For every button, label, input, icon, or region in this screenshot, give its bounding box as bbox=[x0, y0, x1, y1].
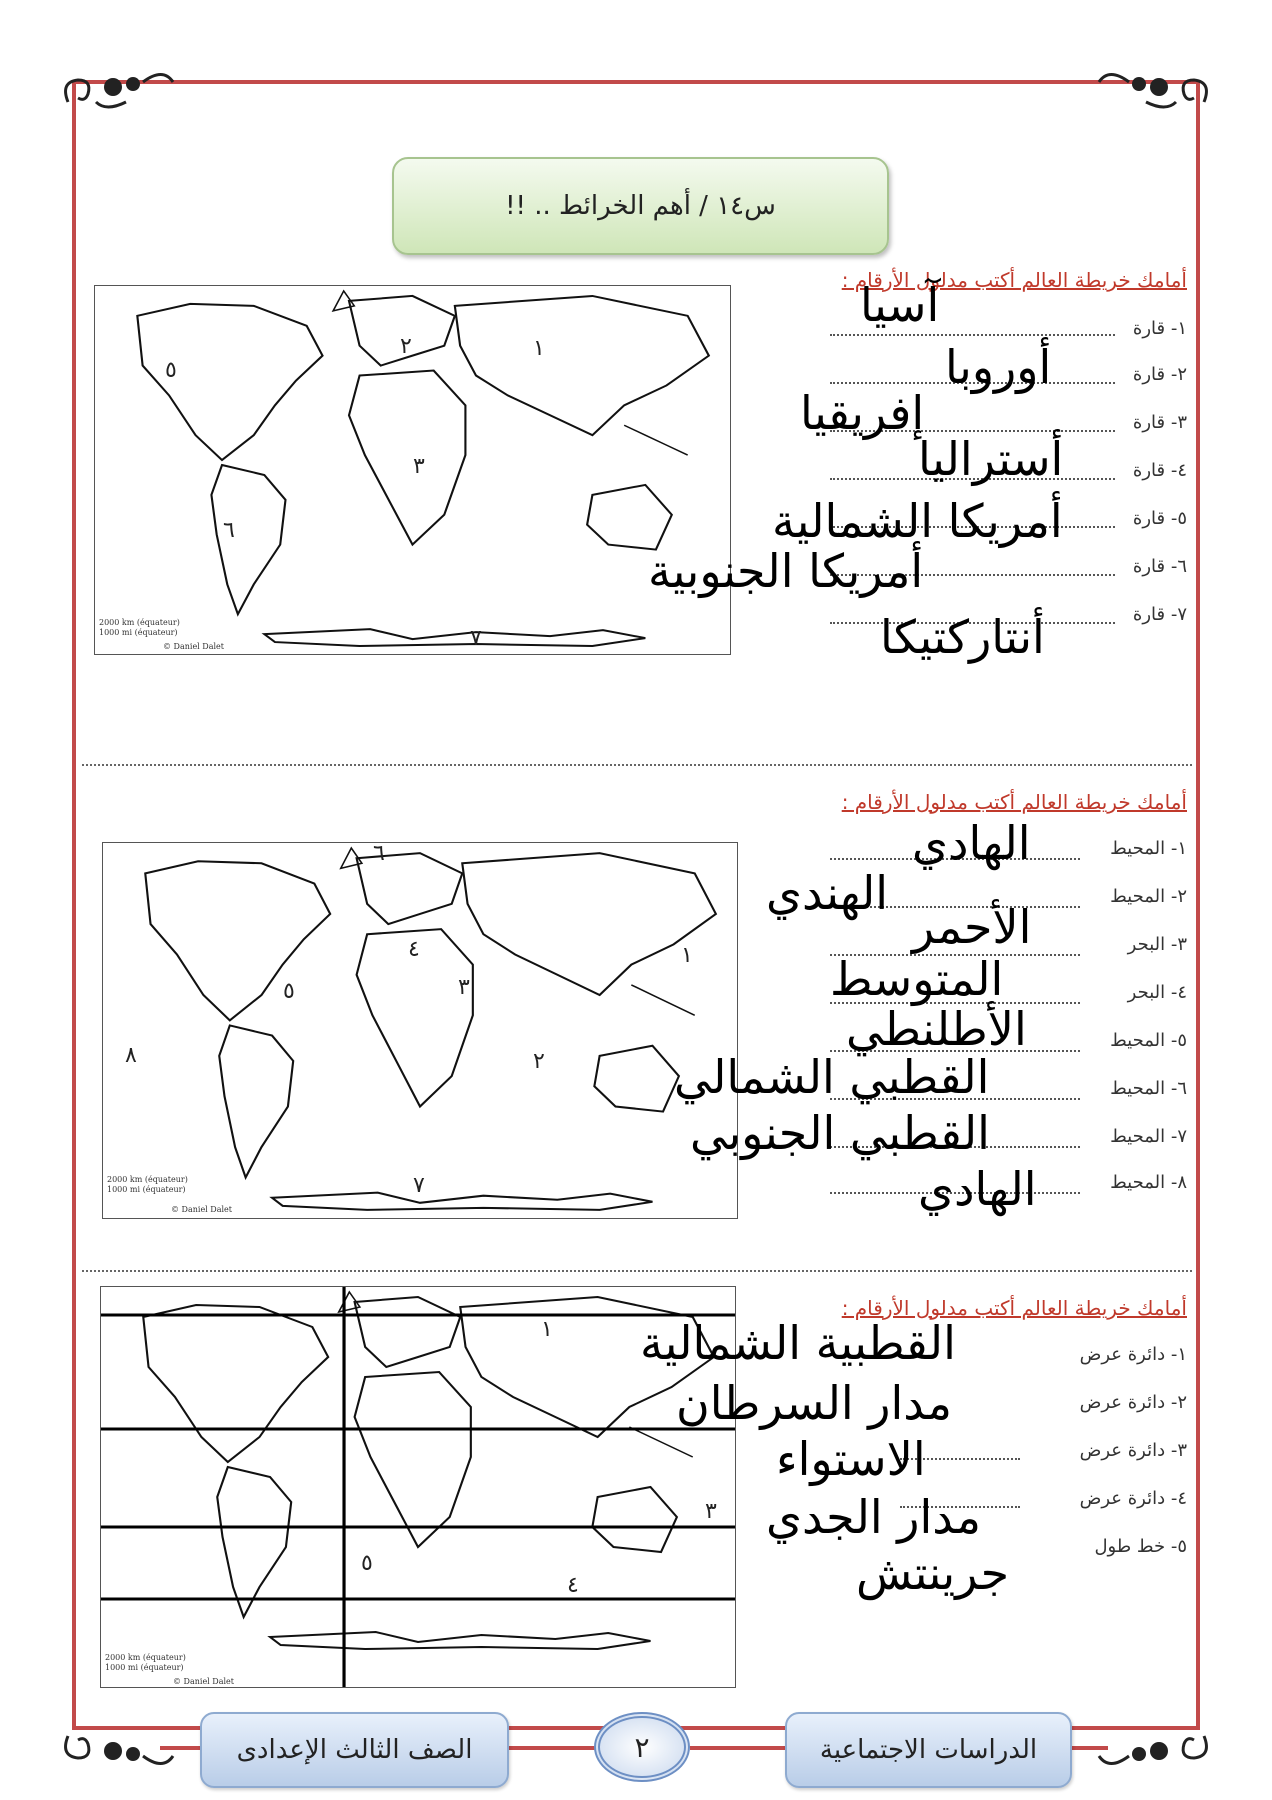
row-label: ٦- قارة bbox=[1132, 556, 1187, 577]
map-number: ٥ bbox=[165, 358, 177, 383]
answer: الهندي bbox=[766, 866, 889, 920]
answer: الاستواء bbox=[776, 1432, 926, 1486]
section-2-instruction: أمامك خريطة العالم أكتب مدلول الأرقام : bbox=[841, 790, 1187, 814]
row-label: ٢- المحيط bbox=[1110, 886, 1187, 907]
row-label: ١- دائرة عرض bbox=[1079, 1344, 1187, 1365]
map-number: ٣ bbox=[413, 454, 425, 479]
scale-mi: 1000 mi (équateur) bbox=[107, 1185, 186, 1195]
map-number: ٦ bbox=[373, 842, 385, 866]
footer-line bbox=[1068, 1746, 1108, 1750]
ornament-top-right-icon bbox=[1094, 62, 1214, 122]
map-scale bbox=[99, 618, 180, 639]
answer: إفريقيا bbox=[800, 386, 925, 440]
row-label: ٣- دائرة عرض bbox=[1079, 1440, 1187, 1461]
scale-mi: 1000 mi (équateur) bbox=[99, 628, 178, 638]
row-label: ٢- دائرة عرض bbox=[1079, 1392, 1187, 1413]
map-number: ٨ bbox=[125, 1043, 137, 1068]
answer: الأحمر bbox=[912, 900, 1032, 954]
row-label: ١- قارة bbox=[1132, 318, 1187, 339]
page-number: ٢ bbox=[594, 1712, 690, 1782]
row-label: ٥- قارة bbox=[1132, 508, 1187, 529]
map-number: ٢ bbox=[533, 1049, 545, 1074]
map-number: ٤ bbox=[567, 1573, 579, 1598]
answer: أمريكا الشمالية bbox=[772, 494, 1063, 548]
map-number: ١ bbox=[681, 943, 693, 968]
question-title: س١٤ / أهم الخرائط .. !! bbox=[392, 157, 889, 255]
map-scale bbox=[105, 1653, 186, 1674]
row-label: ٦- المحيط bbox=[1110, 1078, 1187, 1099]
answer: آسيا bbox=[860, 278, 940, 332]
answer: أوروبا bbox=[945, 340, 1052, 394]
map-number: ٣ bbox=[458, 975, 470, 1000]
map-number: ٧ bbox=[413, 1173, 425, 1198]
answer: القطبي الجنوبي bbox=[690, 1106, 990, 1160]
map-credit: © Daniel Dalet bbox=[163, 642, 224, 651]
row-label: ٥- المحيط bbox=[1110, 1030, 1187, 1051]
row-label: ٧- قارة bbox=[1132, 604, 1187, 625]
section-divider bbox=[82, 1270, 1192, 1272]
row-label: ٧- المحيط bbox=[1110, 1126, 1187, 1147]
ornament-bottom-right-icon bbox=[1094, 1716, 1214, 1776]
answer: أستراليا bbox=[918, 432, 1064, 486]
row-label: ٨- المحيط bbox=[1110, 1172, 1187, 1193]
map-credit: © Daniel Dalet bbox=[171, 1205, 232, 1214]
footer-grade: الصف الثالث الإعدادى bbox=[200, 1712, 509, 1788]
map-number: ١ bbox=[533, 336, 545, 361]
answer: جرينتش bbox=[856, 1546, 1010, 1600]
footer-line bbox=[505, 1746, 600, 1750]
answer: القطبية الشمالية bbox=[640, 1316, 956, 1370]
answer: القطبي الشمالي bbox=[674, 1050, 990, 1104]
map-number: ٤ bbox=[408, 937, 420, 962]
section-3-instruction: أمامك خريطة العالم أكتب مدلول الأرقام : bbox=[841, 1296, 1187, 1320]
map-number: ٥ bbox=[283, 979, 295, 1004]
map-number: ٧ bbox=[470, 626, 482, 651]
map-number: ٥ bbox=[361, 1551, 373, 1576]
map-number: ٦ bbox=[223, 518, 235, 543]
answer: مدار الجدي bbox=[766, 1490, 982, 1544]
footer-subject: الدراسات الاجتماعية bbox=[785, 1712, 1072, 1788]
answer: الهادي bbox=[918, 1162, 1037, 1216]
row-label: ٣- قارة bbox=[1132, 412, 1187, 433]
row-label: ٤- دائرة عرض bbox=[1079, 1488, 1187, 1509]
world-map-oceans bbox=[102, 842, 738, 1219]
answer: الهادي bbox=[912, 816, 1031, 870]
map-number: ٣ bbox=[705, 1499, 717, 1524]
row-label: ٥- خط طول bbox=[1094, 1536, 1187, 1557]
row-label: ١- المحيط bbox=[1110, 838, 1187, 859]
scale-mi: 1000 mi (équateur) bbox=[105, 1663, 184, 1673]
answer: الأطلنطي bbox=[846, 1002, 1027, 1056]
answer: مدار السرطان bbox=[676, 1376, 953, 1430]
section-divider bbox=[82, 764, 1192, 766]
scale-km: 2000 km (équateur) bbox=[99, 618, 180, 627]
world-map-continents bbox=[94, 285, 731, 655]
row-label: ٤- قارة bbox=[1132, 460, 1187, 481]
footer-line bbox=[160, 1746, 200, 1750]
answer: أنتاركتيكا bbox=[880, 610, 1045, 664]
footer-line bbox=[690, 1746, 785, 1750]
answer-line bbox=[830, 334, 1115, 336]
row-label: ٣- البحر bbox=[1127, 934, 1187, 955]
map-number: ٢ bbox=[400, 334, 412, 359]
row-label: ٢- قارة bbox=[1132, 364, 1187, 385]
section-1-instruction: أمامك خريطة العالم أكتب مدلول الأرقام : bbox=[841, 268, 1187, 292]
row-label: ٤- البحر bbox=[1127, 982, 1187, 1003]
scale-km: 2000 km (équateur) bbox=[105, 1653, 186, 1662]
map-number: ١ bbox=[541, 1317, 553, 1342]
answer: أمريكا الجنوبية bbox=[648, 544, 924, 598]
answer: المتوسط bbox=[830, 952, 1004, 1006]
ornament-top-left-icon bbox=[58, 62, 178, 122]
map-credit: © Daniel Dalet bbox=[173, 1677, 234, 1686]
map-scale bbox=[107, 1175, 188, 1196]
scale-km: 2000 km (équateur) bbox=[107, 1175, 188, 1184]
